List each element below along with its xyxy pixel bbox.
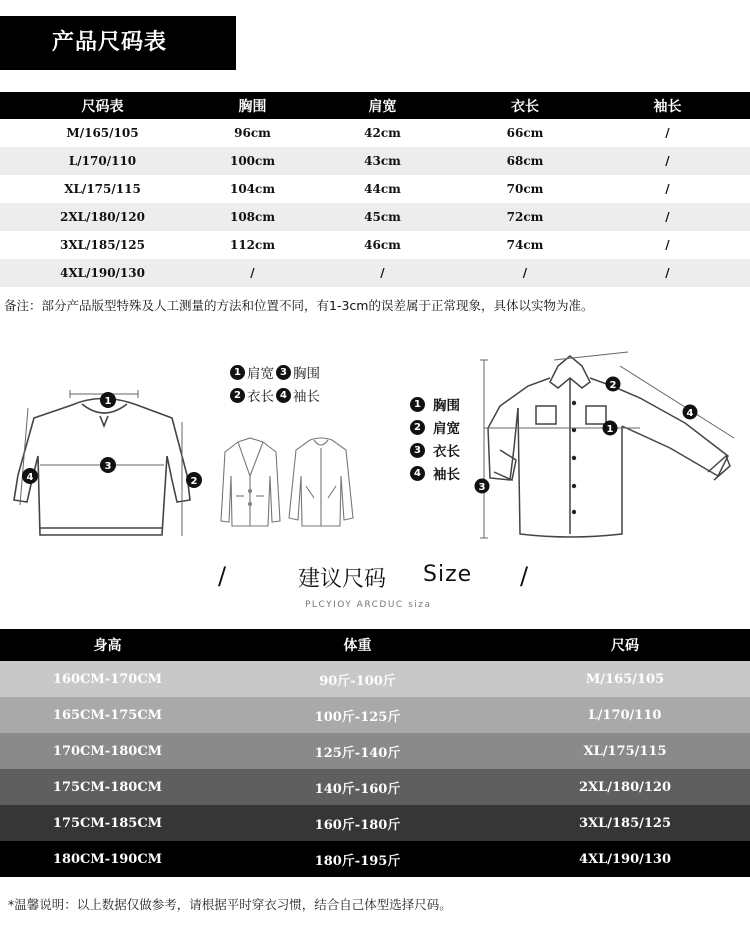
table-row — [0, 175, 750, 203]
cell: / — [665, 266, 670, 280]
cell: 100斤-125斤 — [314, 709, 401, 725]
svg-text:2: 2 — [190, 476, 198, 487]
recommend-table-header — [0, 629, 750, 661]
cell: / — [665, 126, 670, 140]
legend-right-item-1 — [410, 394, 460, 414]
legend-right-item-3 — [410, 440, 460, 460]
suit-jacket-icon — [218, 436, 283, 528]
cell: 180CM-190CM — [52, 851, 163, 867]
cell: 170CM-180CM — [52, 743, 163, 759]
svg-text:3: 3 — [478, 482, 486, 493]
svg-text:4: 4 — [686, 408, 694, 419]
cell: 165CM-175CM — [52, 707, 163, 723]
sweater-marker-4 — [22, 468, 38, 484]
cell: 3XL/185/125 — [578, 815, 672, 831]
shirt-marker-1 — [603, 421, 618, 436]
cell: / — [665, 210, 670, 224]
cell: M/165/105 — [66, 126, 139, 140]
cell: 45cm — [364, 210, 401, 224]
cell: 42cm — [364, 126, 401, 140]
cell: 66cm — [506, 126, 544, 140]
decor-slash-right: / — [520, 562, 529, 590]
number-badge: 4 — [276, 388, 291, 403]
table-row — [0, 769, 750, 805]
cell: 90斤-100斤 — [319, 673, 396, 689]
shirt-diagram — [470, 348, 740, 544]
table-row — [0, 661, 750, 697]
table-row — [0, 119, 750, 147]
legend-left-row-1 — [230, 362, 320, 382]
number-badge: 4 — [410, 466, 425, 481]
measurement-diagrams — [0, 340, 750, 550]
table-row — [0, 805, 750, 841]
svg-text:1: 1 — [104, 396, 112, 407]
cell: XL/175/115 — [64, 182, 141, 196]
table-row — [0, 733, 750, 769]
cell: 125斤-140斤 — [314, 745, 401, 761]
number-badge: 2 — [230, 388, 245, 403]
shirt-marker-2 — [606, 377, 621, 392]
zip-jacket-icon — [286, 436, 356, 528]
cell: M/165/105 — [585, 671, 665, 687]
cell: / — [522, 266, 528, 280]
cell: 160斤-180斤 — [314, 817, 401, 833]
cell: 180斤-195斤 — [314, 853, 401, 869]
recommend-size-english: Size — [423, 562, 473, 587]
header-size: 尺码 — [611, 638, 639, 654]
cell: 140斤-160斤 — [314, 781, 401, 797]
cell: / — [665, 154, 670, 168]
cell: 2XL/180/120 — [60, 210, 145, 224]
cell: 44cm — [364, 182, 401, 196]
legend-label: 袖长 — [293, 389, 320, 405]
cell: 68cm — [506, 154, 544, 168]
cell: 2XL/180/120 — [578, 779, 672, 795]
svg-text:1: 1 — [606, 424, 614, 435]
cell: 104cm — [229, 182, 276, 196]
page-title: 产品尺码表 — [0, 16, 236, 70]
cell: 74cm — [506, 238, 544, 252]
legend-label: 胸围 — [433, 398, 460, 414]
header-shoulder: 肩宽 — [368, 98, 397, 115]
number-badge: 3 — [276, 365, 291, 380]
table-row — [0, 147, 750, 175]
cell: 70cm — [506, 182, 544, 196]
svg-text:4: 4 — [26, 472, 34, 483]
svg-text:3: 3 — [104, 461, 112, 472]
legend-right-item-4 — [410, 463, 460, 483]
cell: 4XL/190/130 — [578, 851, 672, 867]
table-row — [0, 203, 750, 231]
sweater-marker-1 — [100, 392, 116, 408]
cell: 46cm — [364, 238, 401, 252]
footer-note: *温馨说明：以上数据仅做参考，请根据平时穿衣习惯，结合自己体型选择尺码。 — [8, 897, 452, 912]
cell: 112cm — [229, 238, 276, 252]
cell: L/170/110 — [588, 707, 662, 723]
legend-label: 肩宽 — [433, 421, 460, 437]
legend-left-row-2 — [230, 385, 320, 405]
disclaimer-note: 备注：部分产品版型特殊及人工测量的方法和位置不同，有1-3cm的误差属于正常现象，具体以实物为准。 — [4, 298, 594, 313]
cell: L/170/110 — [68, 154, 137, 168]
cell: 43cm — [364, 154, 401, 168]
number-badge: 1 — [410, 397, 425, 412]
table-row — [0, 841, 750, 877]
cell: / — [250, 266, 255, 280]
legend-right-item-2 — [410, 417, 460, 437]
decor-slash-left: / — [218, 562, 227, 590]
svg-text:2: 2 — [609, 380, 617, 391]
header-height: 身高 — [93, 638, 122, 654]
cell: 175CM-185CM — [52, 815, 163, 831]
cell: 3XL/185/125 — [60, 238, 145, 252]
legend-label: 衣长 — [247, 389, 274, 405]
header-sleeve: 袖长 — [653, 98, 682, 115]
number-badge: 3 — [410, 443, 425, 458]
cell: 96cm — [234, 126, 271, 140]
header-chest: 胸围 — [238, 98, 267, 115]
sweater-diagram — [12, 360, 212, 540]
sweater-marker-2 — [186, 472, 202, 488]
cell: / — [380, 266, 385, 280]
recommend-table — [0, 629, 750, 877]
table-row — [0, 231, 750, 259]
table-row — [0, 697, 750, 733]
cell: 4XL/190/130 — [60, 266, 145, 280]
header-size: 尺码表 — [81, 98, 124, 115]
number-badge: 1 — [230, 365, 245, 380]
size-table-header — [0, 92, 750, 119]
sweater-marker-3 — [100, 457, 116, 473]
shirt-marker-3 — [475, 479, 490, 494]
cell: 160CM-170CM — [52, 671, 163, 687]
legend-label: 胸围 — [293, 366, 320, 382]
legend-label: 袖长 — [433, 467, 460, 483]
recommend-subtitle: PLCYIOY ARCDUC siza — [305, 600, 432, 610]
cell: XL/175/115 — [583, 743, 667, 759]
number-badge: 2 — [410, 420, 425, 435]
cell: 108cm — [229, 210, 276, 224]
legend-label: 衣长 — [433, 444, 460, 460]
shirt-marker-4 — [683, 405, 698, 420]
cell: 72cm — [506, 210, 544, 224]
legend-label: 肩宽 — [247, 366, 274, 382]
header-length: 衣长 — [511, 98, 539, 115]
cell: / — [665, 238, 670, 252]
size-table — [0, 92, 750, 287]
cell: 100cm — [229, 154, 276, 168]
header-weight: 体重 — [343, 638, 372, 654]
table-row — [0, 259, 750, 287]
recommend-size-title: 建议尺码 — [298, 567, 387, 592]
cell: / — [665, 182, 670, 196]
cell: 175CM-180CM — [52, 779, 163, 795]
